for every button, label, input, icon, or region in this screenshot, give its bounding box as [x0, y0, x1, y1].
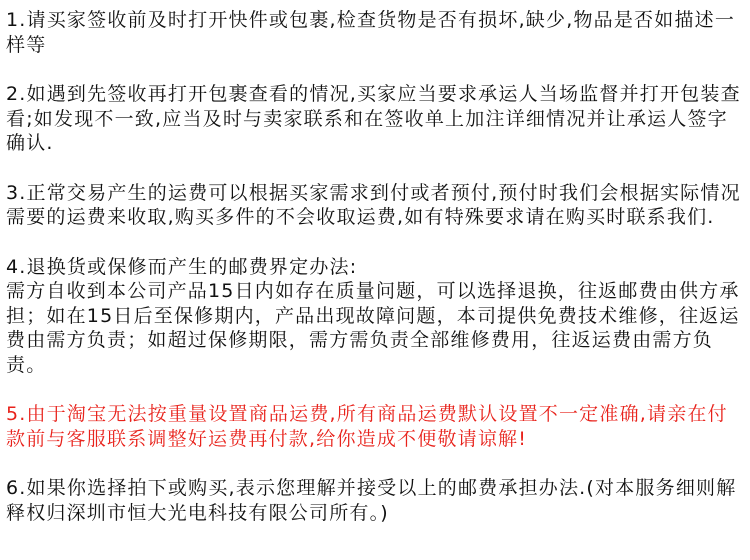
- policy-item-2: 2.如遇到先签收再打开包裹查看的情况,买家应当要求承运人当场监督并打开包装查看;如发现不一致,应当及时与卖家联系和在签收单上加注详细情况并让承运人签字确认.: [6, 83, 741, 154]
- policy-item-4-heading: 4.退换货或保修而产生的邮费界定办法:: [6, 255, 358, 278]
- paragraph-gap: [6, 377, 746, 402]
- policy-item-6: 6.如果你选择拍下或购买,表示您理解并接受以上的邮费承担办法.(对本服务细则解释权归深圳市恒大光电科技有限公司所有。): [6, 477, 737, 524]
- policy-item-4-body: 需方自收到本公司产品15日内如存在质量问题，可以选择退换，往返邮费由供方承担；如在15日后至保修期内，产品出现故障问题，本司提供免费技术维修，往返运费由需方负责；如超过保修期限，需方需负责全部维修费用，往返运费由需方负责。: [6, 280, 740, 376]
- paragraph-gap: [6, 451, 746, 476]
- paragraph-gap: [6, 57, 746, 82]
- policy-item-3: 3.正常交易产生的运费可以根据买家需求到付或者预付,预付时我们会根据实际情况需要的运费来收取,购买多件的不会收取运费,如有特殊要求请在购买时联系我们.: [6, 181, 741, 228]
- policy-item-5-warning: 5.由于淘宝无法按重量设置商品运费,所有商品运费默认设置不一定准确,请亲在付款前与客服联系调整好运费再付款,给你造成不便敬请谅解!: [6, 403, 728, 450]
- paragraph-gap: [6, 230, 746, 255]
- policy-item-1: 1.请买家签收前及时打开快件或包裹,检查货物是否有损坏,缺少,物品是否如描述一样等: [6, 9, 736, 56]
- paragraph-gap: [6, 156, 746, 181]
- shipping-policy-notice: [6, 8, 746, 525]
